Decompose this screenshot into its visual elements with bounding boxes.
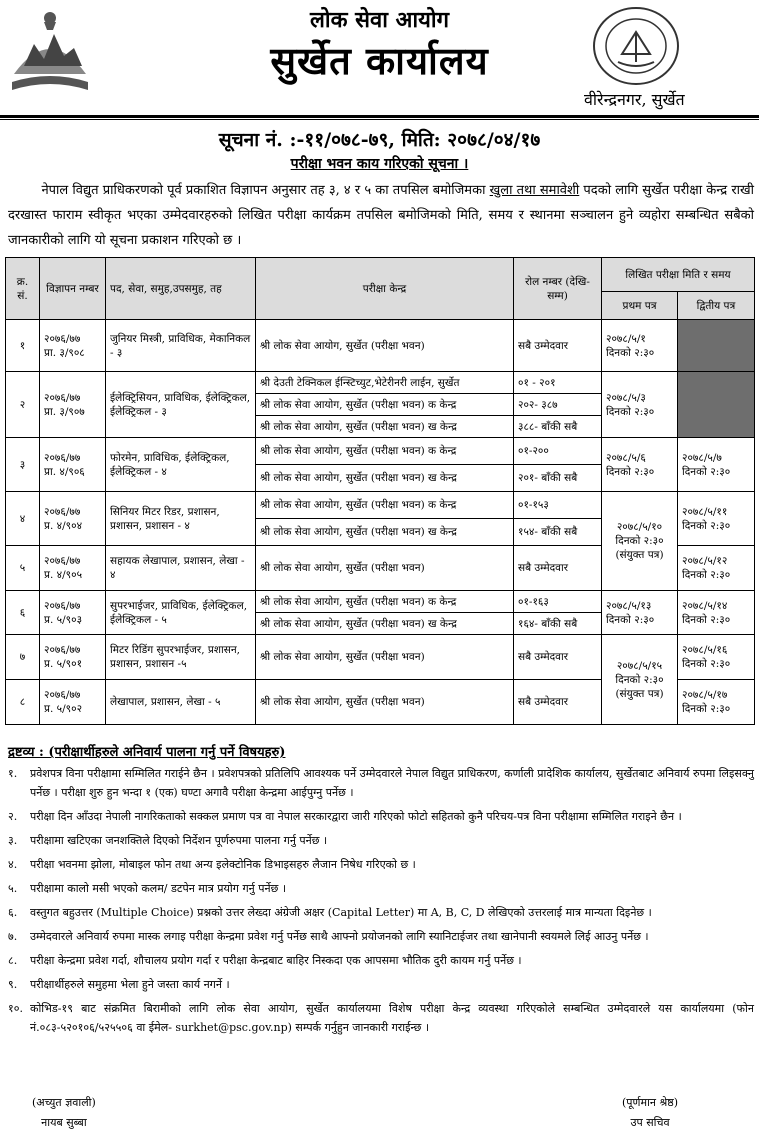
row-centre: श्री लोक सेवा आयोग, सुर्खेत (परीक्षा भवन) — [256, 320, 514, 372]
row-paper2: २०७८/५/१२ दिनको २:३० — [678, 546, 755, 591]
col-exam-date: लिखित परीक्षा मिति र समय — [602, 258, 755, 292]
row-paper1-joint: २०७८/५/१० दिनको २:३० (संयुक्त पत्र) — [602, 492, 678, 591]
row-paper2-empty — [678, 372, 755, 438]
row-centre: श्री देउती टेक्निकल ईन्स्टिच्युट,भेटेरीनरी लाईन, सुर्खेत — [256, 372, 514, 394]
office-location: वीरेन्द्रनगर, सुर्खेत — [584, 90, 685, 109]
row-paper1: २०७८/५/१३ दिनको २:३० — [602, 591, 678, 635]
row-paper2: २०७८/५/७ दिनको २:३० — [678, 438, 755, 492]
col-adv: विज्ञापन नम्बर — [40, 258, 106, 320]
signature-left — [32, 1093, 96, 1133]
notes-heading: द्रष्टव्य : (परीक्षार्थीहरुले अनिवार्य पालना गर्नु पर्ने विषयहरु) — [8, 745, 286, 760]
list-item: ८. परीक्षा केन्द्रमा प्रवेश गर्दा, शौचालय प्रयोग गर्दा र परीक्षा केन्द्रबाट बाहिर निस्कदा एक आपसमा भौतिक दुरी कायम गर्नु पर्नेछ । — [8, 954, 522, 967]
notice-intro: नेपाल विद्युत प्राधिकरणको पूर्व प्रकाशित विज्ञापन अनुसार तह ३, ४ र ५ का तपसिल बमोजिमका खुला तथा समावेशी पदको लागि सुर्खेत परीक्षा केन्द्र राखी दरखास्त फाराम स्वीकृत भएका उम्मेदवारहरुको लिखित परीक्षा कार्यक्रम तपसिल बमोजिमको मिति, समय र स्थानमा सञ्चालन हुने व्यहोरा सम्बन्धित सबैको जानकारीको लागि यो सूचना प्रकाशन गरिएको छ । — [8, 183, 755, 248]
row-paper1: २०७८/५/१ दिनको २:३० — [602, 320, 678, 372]
list-item: १०. कोभिड-१९ बाट संक्रमित बिरामीको लागि लोक सेवा आयोग, सुर्खेत कार्यालयमा विशेष परीक्षा केन्द्र व्यवस्था गरिएकोले सम्बन्धित उम्मेदवारले यस कार्यालयमा (फोन नं.०८३-५२०१०६/५२५५०६ वा ईमेल- surkhet@psc.gov.np) सम्पर्क गर्नुहुन जानकारी गराईन्छ । — [8, 1002, 754, 1034]
row-roll: ३८८- बाँकी सबै — [514, 416, 602, 438]
row-adv: २०७६/७७ प्र. ५/९०१ — [40, 635, 106, 680]
row-adv: २०७६/७७ प्रा. ४/९०६ — [40, 438, 106, 492]
row-centre: श्री लोक सेवा आयोग, सुर्खेत (परीक्षा भवन) ख केन्द्र — [256, 613, 514, 635]
row-centre: श्री लोक सेवा आयोग, सुर्खेत (परीक्षा भवन) — [256, 635, 514, 680]
header-rule — [0, 115, 759, 118]
col-sn: क्र. सं. — [6, 258, 40, 320]
row-centre: श्री लोक सेवा आयोग, सुर्खेत (परीक्षा भवन) ख केन्द्र — [256, 465, 514, 492]
table-row — [6, 492, 755, 519]
row-paper2: २०७८/५/१४ दिनको २:३० — [678, 591, 755, 635]
row-post: फोरमेन, प्राविधिक, ईलेक्ट्रिकल, ईलेक्ट्रिकल - ४ — [106, 438, 256, 492]
notes-list — [8, 764, 754, 1042]
list-item: ९. परीक्षार्थीहरुले समुहमा भेला हुने जस्ता कार्य नगर्ने । — [8, 978, 230, 991]
col-post: पद, सेवा, समुह,उपसमुह, तह — [106, 258, 256, 320]
row-paper1-joint: २०७८/५/१५ दिनको २:३० (संयुक्त पत्र) — [602, 635, 678, 725]
table-row — [6, 635, 755, 680]
row-sn: २ — [6, 372, 40, 438]
list-item: ३. परीक्षामा खटिएका जनशक्तिले दिएको निर्देशन पूर्णरुपमा पालना गर्नु पर्नेछ । — [8, 834, 328, 847]
office-name: सुर्खेत कार्यालय — [270, 38, 489, 83]
col-paper1: प्रथम पत्र — [602, 292, 678, 320]
table-row — [6, 372, 755, 394]
notice-number: सूचना नं. :-११/०७८-७९, मिति: २०७८/०४/१७ — [218, 129, 541, 151]
row-post: सुपरभाईजर, प्राविधिक, ईलेक्ट्रिकल, ईलेक्ट्रिकल - ५ — [106, 591, 256, 635]
row-paper2: २०७८/५/१७ दिनको २:३० — [678, 680, 755, 725]
row-sn: १ — [6, 320, 40, 372]
psc-seal-icon — [590, 4, 682, 88]
col-paper2: द्वितीय पत्र — [678, 292, 755, 320]
col-centre: परीक्षा केन्द्र — [256, 258, 514, 320]
row-centre: श्री लोक सेवा आयोग, सुर्खेत (परीक्षा भवन) — [256, 680, 514, 725]
table-row — [6, 320, 755, 372]
list-item: ७. उम्मेदवारले अनिवार्य रुपमा मास्क लगाइ परीक्षा केन्द्रमा प्रवेश गर्नु पर्नेछ साथै आफ्नो प्रयोजनको लागि स्यानिटाईजर तथा खानेपानी स्वयमले लिई आउनु पर्नेछ । — [8, 930, 649, 943]
row-paper2-empty — [678, 320, 755, 372]
row-roll: ०१-१५३ — [514, 492, 602, 519]
row-post: जुनियर मिस्त्री, प्राविधिक, मेकानिकल - ३ — [106, 320, 256, 372]
signatory-name: (पूर्णमान श्रेष्ठ) — [622, 1096, 679, 1109]
row-roll: १५४- बाँकी सबै — [514, 519, 602, 546]
signatory-title: उप सचिव — [630, 1116, 670, 1129]
notice-title: परीक्षा भवन काय गरिएको सूचना । — [290, 156, 469, 172]
row-roll: सबै उम्मेदवार — [514, 320, 602, 372]
row-adv: २०७६/७७ प्र. ५/९०२ — [40, 680, 106, 725]
list-item: ५. परीक्षामा कालो मसी भएको कलम/ डटपेन मात्र प्रयोग गर्नु पर्नेछ । — [8, 882, 286, 895]
row-sn: ७ — [6, 635, 40, 680]
row-roll: २०२- ३८७ — [514, 394, 602, 416]
list-item: ६. वस्तुगत बहुउत्तर (Multiple Choice) प्रश्नको उत्तर लेख्दा अंग्रेजी अक्षर (Capital Letter) मा A, B, C, D लेखिएको उत्तरलाई मात्र मान्यता दिइनेछ । — [8, 906, 652, 919]
row-sn: ६ — [6, 591, 40, 635]
row-roll: २०१- बाँकी सबै — [514, 465, 602, 492]
list-item: २. परीक्षा दिन आँउदा नेपाली नागरिकताको सक्कल प्रमाण पत्र वा नेपाल सरकारद्वारा जारी गरिएको फोटो सहितको कुनै परिचय-पत्र विना परीक्षामा सम्मिलित गराइने छैन । — [8, 810, 682, 823]
row-post: सहायक लेखापाल, प्रशासन, लेखा - ४ — [106, 546, 256, 591]
row-adv: २०७६/७७ प्रा. ३/९०७ — [40, 372, 106, 438]
row-centre: श्री लोक सेवा आयोग, सुर्खेत (परीक्षा भवन) ख केन्द्र — [256, 519, 514, 546]
row-roll: ०१ - २०१ — [514, 372, 602, 394]
row-roll: सबै उम्मेदवार — [514, 546, 602, 591]
row-adv: २०७६/७७ प्र. ५/९०३ — [40, 591, 106, 635]
exam-schedule-table — [5, 257, 755, 725]
row-adv: २०७६/७७ प्र. ४/९०४ — [40, 492, 106, 546]
list-item: ४. परीक्षा भवनमा झोला, मोबाइल फोन तथा अन्य इलेक्टोनिक डिभाइसहरु लैजान निषेध गरिएको छ । — [8, 858, 416, 871]
row-roll: सबै उम्मेदवार — [514, 635, 602, 680]
header-rule-thin — [0, 119, 759, 120]
row-centre: श्री लोक सेवा आयोग, सुर्खेत (परीक्षा भवन) क केन्द्र — [256, 492, 514, 519]
row-roll: १६४- बाँकी सबै — [514, 613, 602, 635]
table-row — [6, 591, 755, 613]
table-row — [6, 438, 755, 465]
signatory-name: (अच्युत ज्ञवाली) — [32, 1096, 96, 1109]
row-post: सिनियर मिटर रिडर, प्रशासन, प्रशासन, प्रशासन - ४ — [106, 492, 256, 546]
row-centre: श्री लोक सेवा आयोग, सुर्खेत (परीक्षा भवन) क केन्द्र — [256, 394, 514, 416]
row-centre: श्री लोक सेवा आयोग, सुर्खेत (परीक्षा भवन) क केन्द्र — [256, 438, 514, 465]
col-roll: रोल नम्बर (देखि-सम्म) — [514, 258, 602, 320]
row-post: मिटर रिडिंग सुपरभाईजर, प्रशासन, प्रशासन, प्रशासन -५ — [106, 635, 256, 680]
row-paper1: २०७८/५/३ दिनको २:३० — [602, 372, 678, 438]
row-roll: सबै उम्मेदवार — [514, 680, 602, 725]
row-sn: ३ — [6, 438, 40, 492]
org-name: लोक सेवा आयोग — [310, 7, 449, 33]
row-post: ईलेक्ट्रिसियन, प्राविधिक, ईलेक्ट्रिकल, ईलेक्ट्रिकल - ३ — [106, 372, 256, 438]
row-paper2: २०७८/५/११ दिनको २:३० — [678, 492, 755, 546]
row-roll: ०१-२०० — [514, 438, 602, 465]
row-post: लेखापाल, प्रशासन, लेखा - ५ — [106, 680, 256, 725]
row-centre: श्री लोक सेवा आयोग, सुर्खेत (परीक्षा भवन) क केन्द्र — [256, 591, 514, 613]
row-roll: ०१-१६३ — [514, 591, 602, 613]
list-item: १. प्रवेशपत्र विना परीक्षामा सम्मिलित गराईने छैन । प्रवेशपत्रको प्रतिलिपि आवश्यक पर्ने उम्मेदवारले नेपाल विद्युत प्राधिकरण, कर्णाली प्रादेशिक कार्यालय, सुर्खेतबाट अनिवार्य रुपमा लिइसक्नु पर्नेछ । परीक्षा शुरु हुन भन्दा १ (एक) घण्टा अगावै परीक्षा केन्द्रमा आईपुग्नु पर्नेछ । — [8, 767, 754, 799]
row-paper2: २०७८/५/१६ दिनको २:३० — [678, 635, 755, 680]
row-adv: २०७६/७७ प्रा. ३/९०८ — [40, 320, 106, 372]
signatory-title: नायब सुब्बा — [41, 1116, 87, 1129]
row-adv: २०७६/७७ प्र. ४/९०५ — [40, 546, 106, 591]
row-centre: श्री लोक सेवा आयोग, सुर्खेत (परीक्षा भवन) — [256, 546, 514, 591]
row-sn: ८ — [6, 680, 40, 725]
row-paper1: २०७८/५/६ दिनको २:३० — [602, 438, 678, 492]
signature-right — [622, 1093, 678, 1133]
row-sn: ४ — [6, 492, 40, 546]
row-sn: ५ — [6, 546, 40, 591]
row-centre: श्री लोक सेवा आयोग, सुर्खेत (परीक्षा भवन) ख केन्द्र — [256, 416, 514, 438]
letterhead — [0, 0, 759, 118]
